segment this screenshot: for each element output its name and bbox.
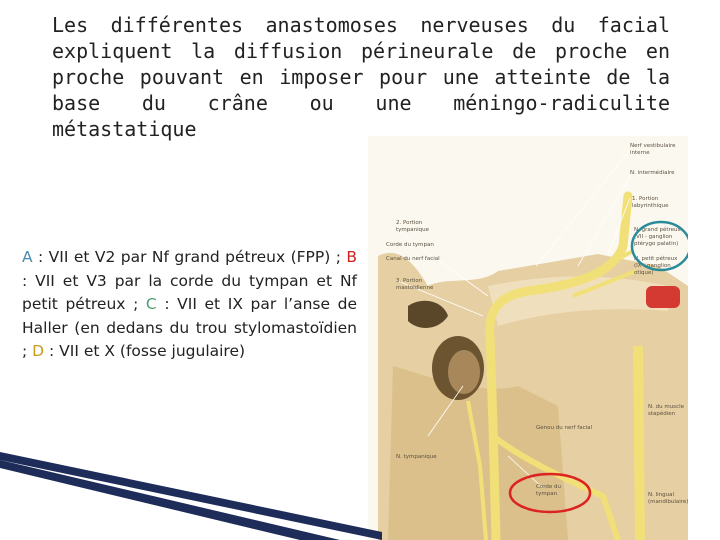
label-4: 2. Portion xyxy=(396,220,423,226)
label-2: N. intermédiaire xyxy=(630,170,675,176)
letter-d: D xyxy=(32,342,45,360)
slide-title: Les différentes anastomoses nerveuses du facial expliquent la diffusion périneurale de proche en proche pouvant en imposer pour une atteinte de la base du crâne ou une méningo-radiculite métastatique xyxy=(52,13,670,141)
lingual-nerve xyxy=(638,346,640,540)
artery xyxy=(646,286,680,308)
label-14b: (mandibulaire) xyxy=(648,499,688,505)
label-1: Nerf vestibulaire xyxy=(630,143,676,149)
caption-c-text: : VII et IX par l’anse de Haller (en dedans du trou stylomastoïdien ; xyxy=(22,295,358,360)
label-9c: otique) xyxy=(634,270,654,276)
label-9: N. petit pétreux xyxy=(634,256,678,262)
label-1b: interne xyxy=(630,150,650,156)
label-7b: mastoïdienne xyxy=(396,285,434,291)
caption-d-text: : VII et X (fosse jugulaire) xyxy=(44,342,246,360)
anatomy-figure xyxy=(368,136,688,540)
caption-b-text: : VII et V3 par la corde du tympan et Nf petit pétreux ; xyxy=(22,271,357,313)
label-14: N. lingual xyxy=(648,492,675,498)
label-13b: stapédien xyxy=(648,411,676,417)
figure-caption xyxy=(22,246,357,364)
label-5: Corde du tympan xyxy=(386,242,434,248)
label-8: N. grand pétreux xyxy=(634,227,681,233)
label-6: Canal du nerf facial xyxy=(386,256,440,262)
letter-a: A xyxy=(22,248,33,266)
label-13: N. du muscle xyxy=(648,404,684,410)
label-8b: (VII - ganglion xyxy=(634,234,673,240)
label-12: Corde du xyxy=(536,484,561,490)
navy-wedge-2 xyxy=(0,460,340,540)
label-8c: ptérygo palatin) xyxy=(634,241,679,247)
label-3: 1. Portion xyxy=(632,196,659,202)
caption-a-text: : VII et V2 par Nf grand pétreux (FPP) ; xyxy=(32,248,347,266)
label-11: N. tympanique xyxy=(396,454,437,460)
label-3b: labyrinthique xyxy=(632,203,669,209)
label-7: 3. Portion xyxy=(396,278,423,284)
label-9b: (IX - ganglion xyxy=(634,263,671,269)
letter-c: C xyxy=(145,295,157,313)
letter-b: B xyxy=(346,248,357,266)
tympanic-cavity-inner xyxy=(448,350,480,394)
navy-wedge xyxy=(0,452,382,540)
label-12b: tympan xyxy=(536,491,558,497)
label-10: Genou du nerf facial xyxy=(536,425,593,431)
label-4b: tympanique xyxy=(396,227,430,233)
